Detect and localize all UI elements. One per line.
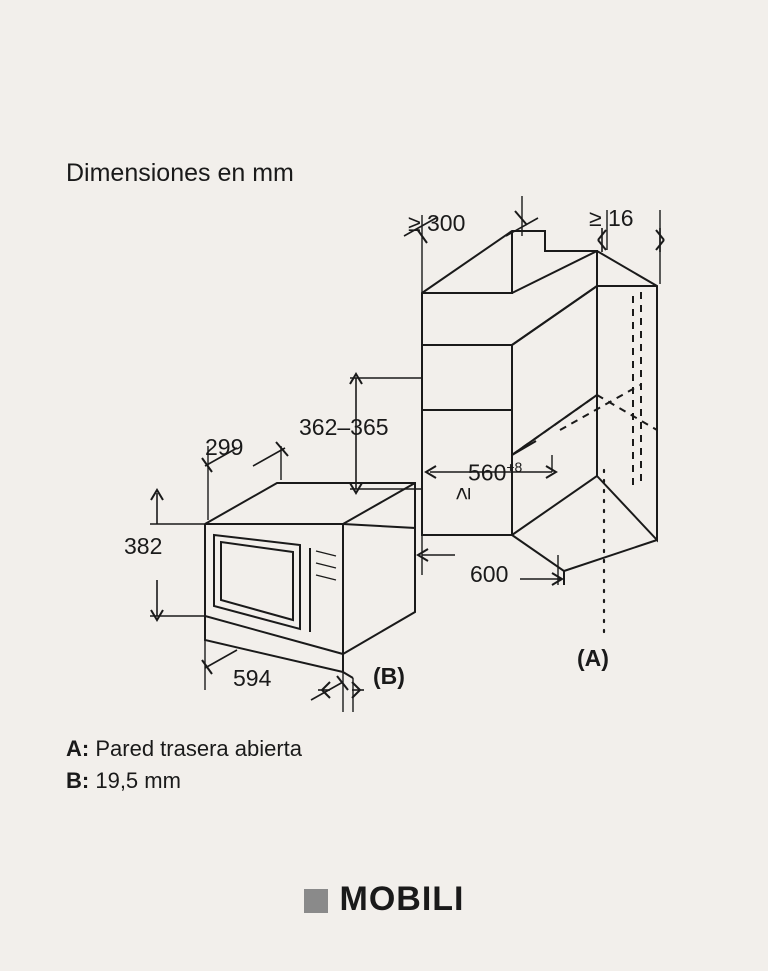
dimension-niche-height: 362–365: [299, 414, 389, 440]
dimension-niche-width: [468, 459, 522, 487]
legend-item-b: [66, 768, 181, 794]
dimension-appliance-width: 594: [233, 665, 272, 691]
dimension-niche-width-symbol: ≥: [449, 487, 475, 500]
legend-key-a: A:: [66, 736, 90, 761]
brand-name: MOBILI: [339, 880, 465, 918]
legend-item-a: [66, 736, 302, 762]
square-icon: [304, 889, 328, 913]
callout-b: (B): [373, 663, 405, 689]
dimension-clearance-top: ≥ 300: [408, 210, 466, 236]
page-title: Dimensiones en mm: [66, 159, 294, 187]
dimension-clearance-right: ≥ 16: [589, 205, 634, 231]
dimension-niche-depth: 600: [470, 561, 509, 587]
dimension-appliance-height: 382: [124, 533, 163, 559]
callout-a: (A): [577, 645, 609, 671]
dimension-appliance-depth: 299: [205, 434, 244, 460]
legend-text-a: Pared trasera abierta: [95, 736, 303, 761]
niche-width-tolerance: +8: [506, 459, 523, 475]
footer-brand: [0, 880, 768, 919]
niche-width-value: 560: [468, 459, 507, 486]
legend-key-b: B:: [66, 768, 90, 793]
legend-text-b: 19,5 mm: [95, 768, 181, 793]
